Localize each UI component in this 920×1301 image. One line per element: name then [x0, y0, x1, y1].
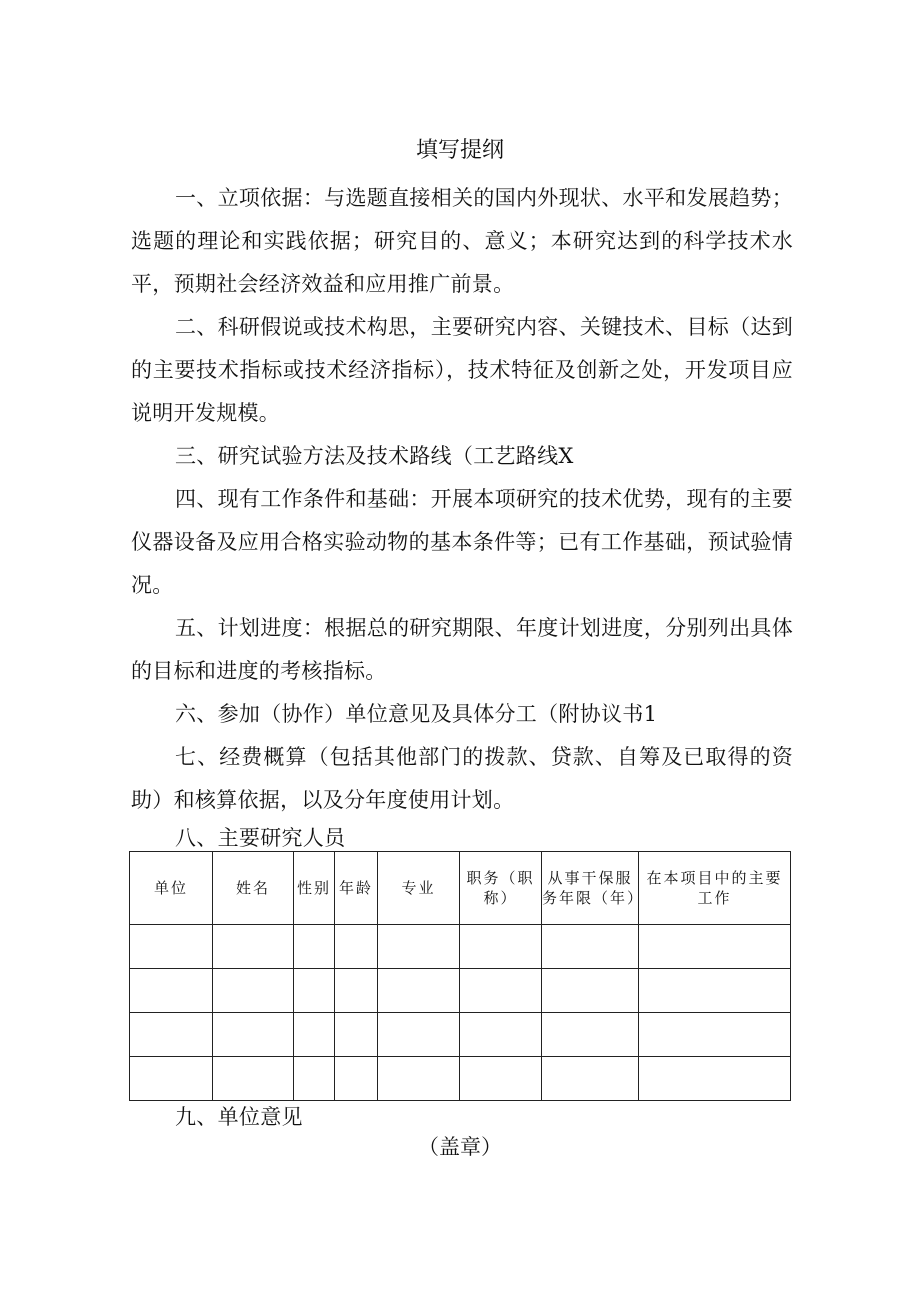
table-cell[interactable]	[542, 969, 639, 1013]
table-cell[interactable]	[335, 925, 378, 969]
table-cell[interactable]	[639, 1013, 791, 1057]
table-cell[interactable]	[460, 925, 542, 969]
table-cell[interactable]	[378, 969, 460, 1013]
header-service-years: 从事干保服务年限（年）	[542, 852, 639, 925]
table-cell[interactable]	[460, 1013, 542, 1057]
table-cell[interactable]	[294, 969, 335, 1013]
table-cell[interactable]	[639, 1057, 791, 1101]
table-cell[interactable]	[378, 1013, 460, 1057]
table-cell[interactable]	[294, 925, 335, 969]
table-cell[interactable]	[639, 969, 791, 1013]
table-cell[interactable]	[130, 969, 213, 1013]
table-cell[interactable]	[542, 1013, 639, 1057]
section-7-budget: 七、经费概算（包括其他部门的拨款、贷款、自筹及已取得的资助）和核算依据，以及分年度使用计划。	[131, 745, 793, 812]
table-cell[interactable]	[335, 969, 378, 1013]
section-1-basis: 一、立项依据：与选题直接相关的国内外现状、水平和发展趋势；选题的理论和实践依据；研究目的、意义；本研究达到的科学技术水平，预期社会经济效益和应用推广前景。	[131, 186, 793, 296]
header-name: 姓名	[213, 852, 294, 925]
table-cell[interactable]	[213, 1013, 294, 1057]
table-cell[interactable]	[542, 925, 639, 969]
table-cell[interactable]	[335, 1057, 378, 1101]
table-row	[130, 969, 791, 1013]
section-4-conditions: 四、现有工作条件和基础：开展本项研究的技术优势，现有的主要仪器设备及应用合格实验动物的基本条件等；已有工作基础，预试验情况。	[131, 487, 793, 597]
table-row	[130, 1013, 791, 1057]
table-cell[interactable]	[460, 1057, 542, 1101]
table-cell[interactable]	[213, 1057, 294, 1101]
staff-table-header-row	[130, 852, 791, 925]
section-5-schedule: 五、计划进度：根据总的研究期限、年度计划进度，分别列出具体的目标和进度的考核指标。	[131, 616, 793, 683]
table-cell[interactable]	[130, 925, 213, 969]
table-row	[130, 1057, 791, 1101]
section-6-cooperation: 六、参加（协作）单位意见及具体分工（附协议书1	[175, 702, 658, 726]
staff-table	[129, 851, 791, 1101]
header-gender: 性别	[294, 852, 335, 925]
header-main-work: 在本项目中的主要工作	[639, 852, 791, 925]
header-unit: 单位	[130, 852, 213, 925]
unit-opinion-heading: 九、单位意见	[175, 1105, 303, 1129]
table-cell[interactable]	[213, 969, 294, 1013]
table-cell[interactable]	[378, 1057, 460, 1101]
table-cell[interactable]	[130, 1057, 213, 1101]
table-cell[interactable]	[542, 1057, 639, 1101]
table-cell[interactable]	[130, 1013, 213, 1057]
table-cell[interactable]	[294, 1057, 335, 1101]
header-age: 年龄	[335, 852, 378, 925]
table-cell[interactable]	[378, 925, 460, 969]
header-major: 专业	[378, 852, 460, 925]
section-3-methods: 三、研究试验方法及技术路线（工艺路线X	[175, 444, 574, 468]
table-cell[interactable]	[213, 925, 294, 969]
table-cell[interactable]	[294, 1013, 335, 1057]
table-row	[130, 925, 791, 969]
table-cell[interactable]	[335, 1013, 378, 1057]
page-title: 填写提纲	[415, 138, 504, 163]
stamp-label: （盖章）	[418, 1135, 502, 1159]
table-cell[interactable]	[639, 925, 791, 969]
staff-heading: 八、主要研究人员	[175, 826, 346, 850]
section-2-hypothesis: 二、科研假说或技术构思，主要研究内容、关键技术、目标（达到的主要技术指标或技术经济指标），技术特征及创新之处，开发项目应说明开发规模。	[131, 315, 793, 425]
table-cell[interactable]	[460, 969, 542, 1013]
header-title: 职务（职称）	[460, 852, 542, 925]
